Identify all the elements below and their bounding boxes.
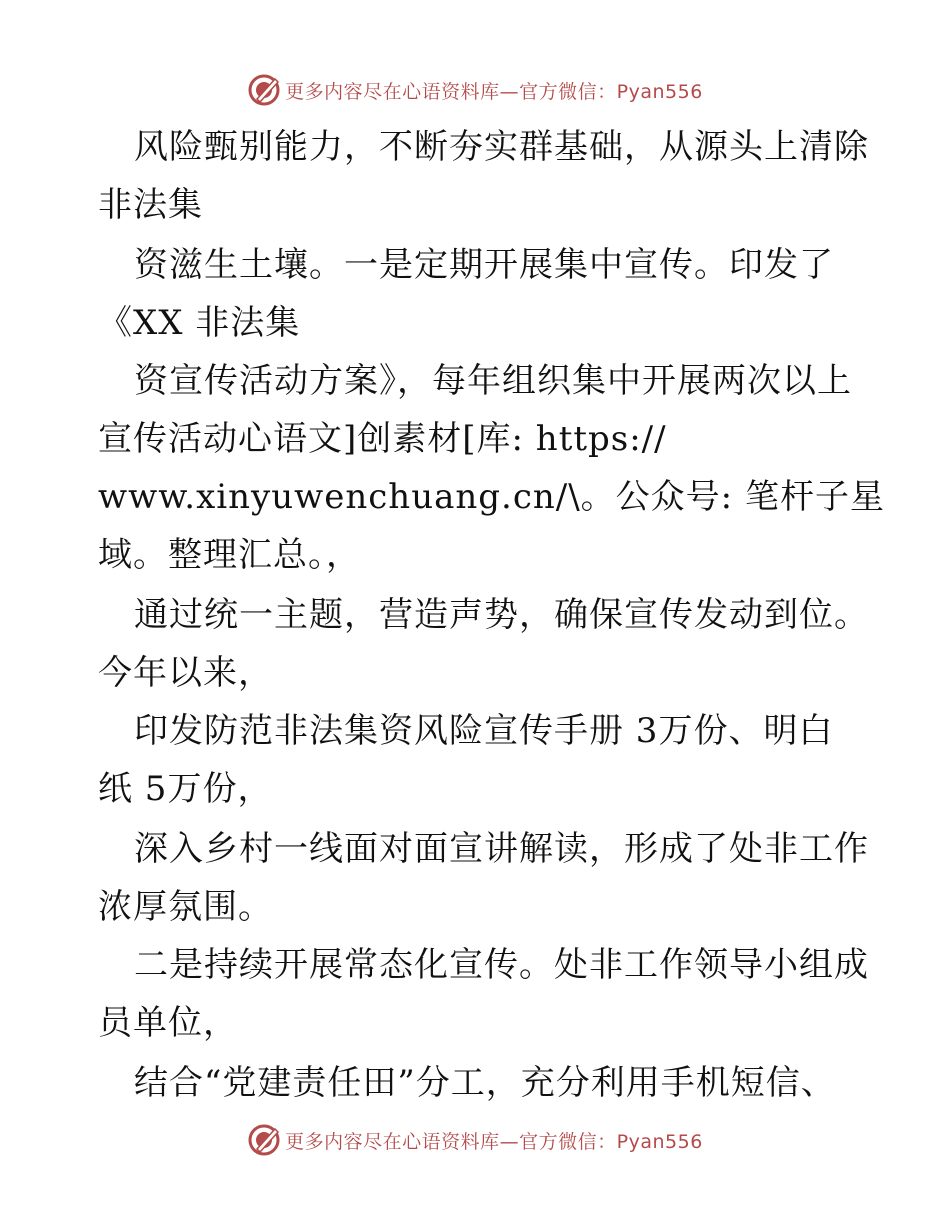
body-line: 二是持续开展常态化宣传。处非工作领导小组成 bbox=[134, 945, 869, 985]
header-banner bbox=[0, 70, 950, 110]
body-line: 浓厚氛围。 bbox=[98, 887, 273, 927]
body-line: 深入乡村一线面对面宣讲解读，形成了处非工作 bbox=[134, 829, 869, 869]
body-line: www.xinyuwenchuang.cn/\。公众号: 笔杆子星 bbox=[98, 477, 885, 517]
body-line: 《XX 非法集 bbox=[98, 303, 301, 343]
writing-pen-logo-icon bbox=[247, 73, 281, 107]
body-line: 结合“党建责任田”分工，充分利用手机短信、 bbox=[134, 1063, 836, 1103]
body-line: 风险甄别能力，不断夯实群基础，从源头上清除 bbox=[134, 127, 869, 167]
body-line: 非法集 bbox=[98, 185, 203, 225]
body-line: 宣传活动心语文]创素材[库: https:// bbox=[98, 419, 667, 459]
body-line: 通过统一主题，营造声势，确保宣传发动到位。 bbox=[134, 595, 869, 635]
body-line: 域。整理汇总。， bbox=[98, 535, 361, 575]
body-line: 资滋生土壤。一是定期开展集中宣传。印发了 bbox=[134, 245, 834, 285]
body-line: 资宣传活动方案》，每年组织集中开展两次以上 bbox=[134, 361, 852, 401]
body-line: 印发防范非法集资风险宣传手册 3万份、明白 bbox=[134, 711, 834, 751]
writing-pen-logo-icon bbox=[247, 1123, 281, 1157]
body-line: 今年以来， bbox=[98, 653, 273, 693]
header-banner-text: 更多内容尽在心语资料库—官方微信：Pyan556 bbox=[285, 80, 703, 103]
body-line: 纸 5万份， bbox=[98, 769, 273, 809]
footer-banner-text: 更多内容尽在心语资料库—官方微信：Pyan556 bbox=[285, 1130, 703, 1153]
footer-banner bbox=[0, 1120, 950, 1160]
body-line: 员单位， bbox=[98, 1003, 238, 1043]
